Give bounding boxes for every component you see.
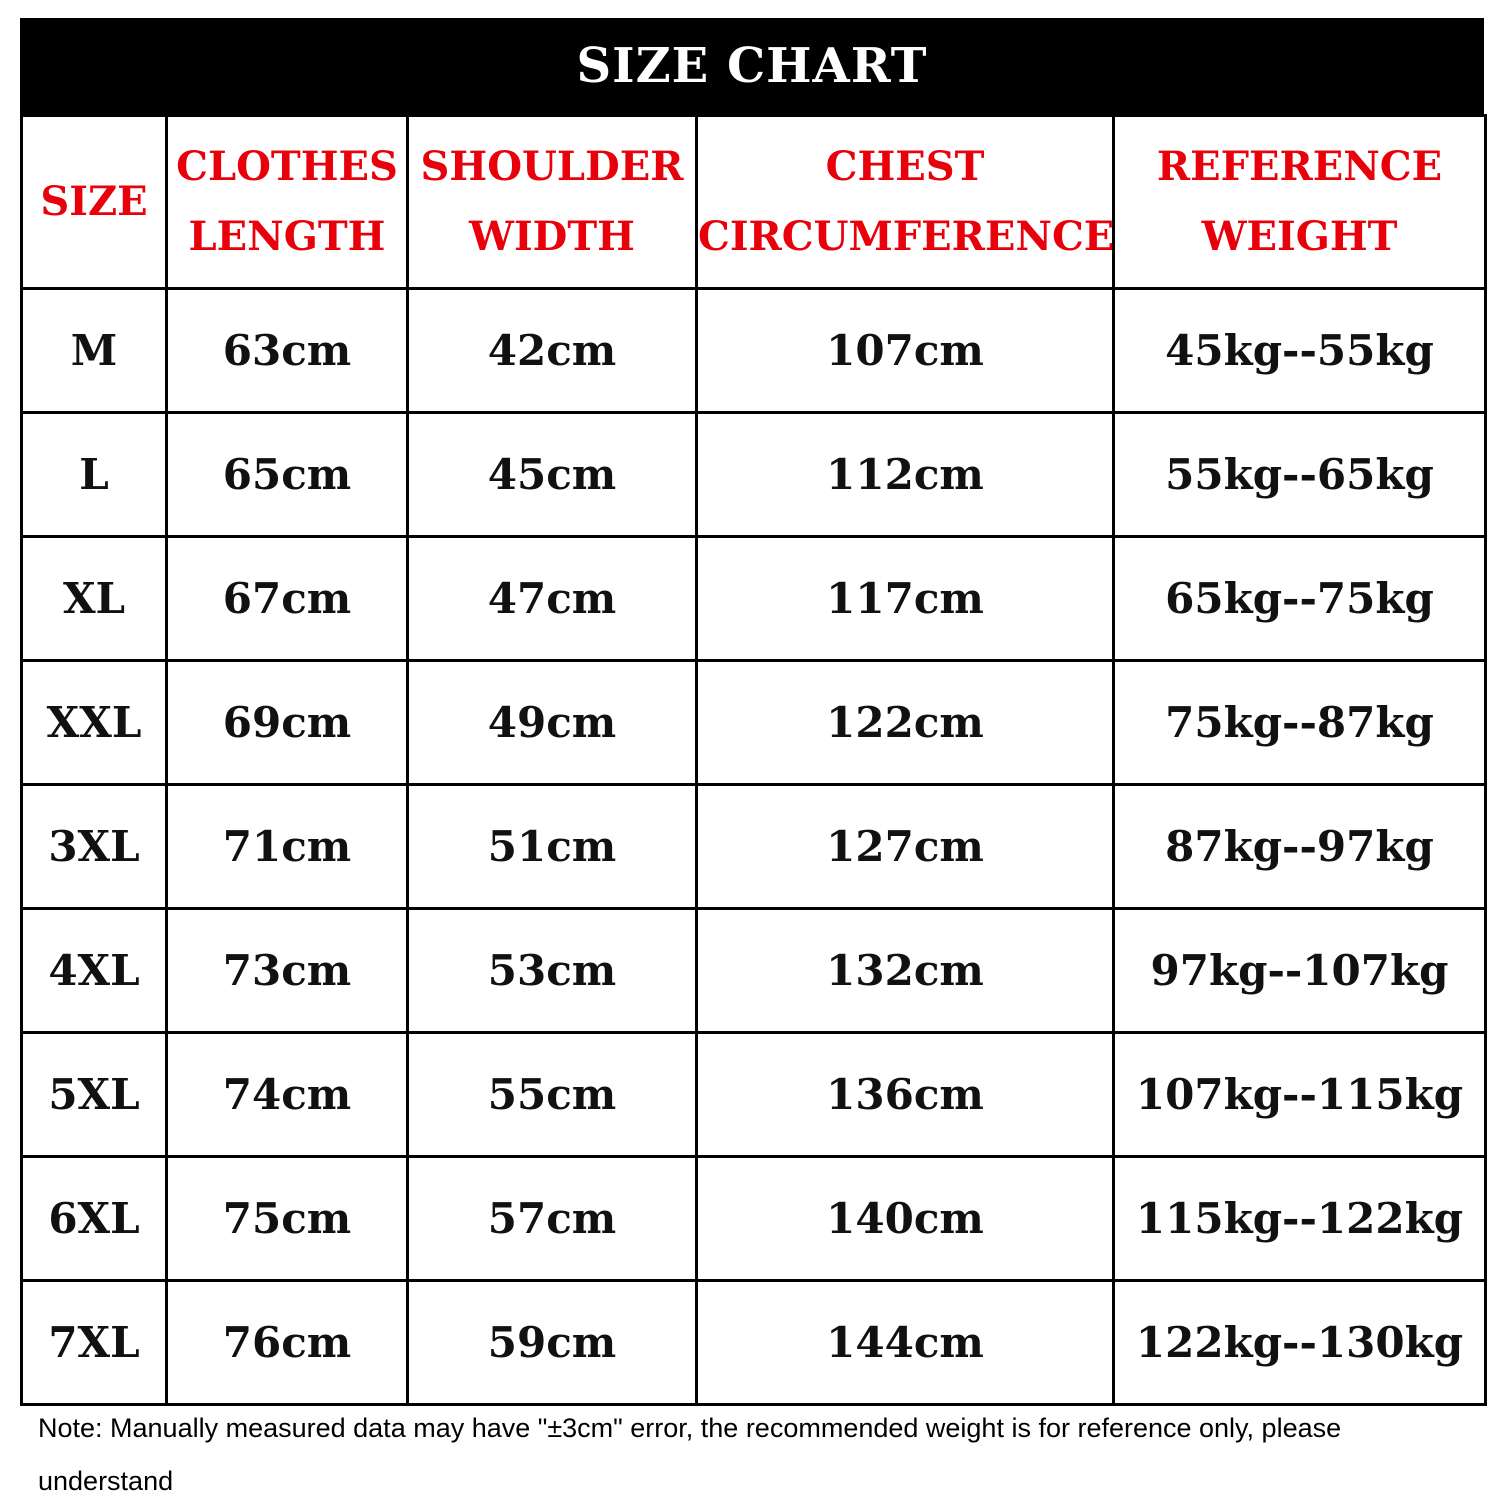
cell-clothes-length: 71cm bbox=[167, 785, 408, 909]
cell-shoulder-width: 53cm bbox=[408, 909, 697, 1033]
table-row bbox=[22, 1281, 1486, 1405]
cell-reference-weight: 97kg--107kg bbox=[1114, 909, 1486, 1033]
size-table bbox=[20, 114, 1487, 1406]
header-clothes-length bbox=[167, 116, 408, 289]
measurement-note: Note: Manually measured data may have "±3cm" error, the recommended weight is for reference only, please understand bbox=[38, 1413, 1342, 1496]
table-row bbox=[22, 289, 1486, 413]
header-chest-circumference bbox=[697, 116, 1114, 289]
cell-clothes-length: 75cm bbox=[167, 1157, 408, 1281]
table-row bbox=[22, 909, 1486, 1033]
chart-title: SIZE CHART bbox=[20, 18, 1484, 114]
cell-shoulder-width: 51cm bbox=[408, 785, 697, 909]
cell-chest-circumference: 140cm bbox=[697, 1157, 1114, 1281]
header-shoulder-width bbox=[408, 116, 697, 289]
cell-shoulder-width: 45cm bbox=[408, 413, 697, 537]
cell-chest-circumference: 136cm bbox=[697, 1033, 1114, 1157]
cell-shoulder-width: 42cm bbox=[408, 289, 697, 413]
table-row bbox=[22, 785, 1486, 909]
cell-shoulder-width: 59cm bbox=[408, 1281, 697, 1405]
cell-reference-weight: 45kg--55kg bbox=[1114, 289, 1486, 413]
cell-reference-weight: 65kg--75kg bbox=[1114, 537, 1486, 661]
cell-clothes-length: 76cm bbox=[167, 1281, 408, 1405]
cell-clothes-length: 73cm bbox=[167, 909, 408, 1033]
header-reference-weight bbox=[1114, 116, 1486, 289]
cell-clothes-length: 69cm bbox=[167, 661, 408, 785]
table-row bbox=[22, 1033, 1486, 1157]
cell-shoulder-width: 55cm bbox=[408, 1033, 697, 1157]
header-clothes-length-line-1: CLOTHES bbox=[176, 143, 398, 190]
header-shoulder-width-line-1: SHOULDER bbox=[420, 143, 684, 190]
header-size-line-1: SIZE bbox=[40, 178, 148, 225]
cell-reference-weight: 122kg--130kg bbox=[1114, 1281, 1486, 1405]
cell-size: XL bbox=[22, 537, 167, 661]
cell-shoulder-width: 57cm bbox=[408, 1157, 697, 1281]
table-row bbox=[22, 1157, 1486, 1281]
size-chart bbox=[20, 18, 1484, 1406]
header-chest-circumference-line-1: CHEST bbox=[825, 143, 985, 190]
cell-chest-circumference: 127cm bbox=[697, 785, 1114, 909]
cell-reference-weight: 55kg--65kg bbox=[1114, 413, 1486, 537]
cell-shoulder-width: 49cm bbox=[408, 661, 697, 785]
header-chest-circumference-line-2: CIRCUMFERENCE bbox=[698, 213, 1115, 260]
cell-reference-weight: 115kg--122kg bbox=[1114, 1157, 1486, 1281]
header-reference-weight-line-1: REFERENCE bbox=[1156, 143, 1443, 190]
cell-clothes-length: 74cm bbox=[167, 1033, 408, 1157]
cell-size: XXL bbox=[22, 661, 167, 785]
cell-chest-circumference: 107cm bbox=[697, 289, 1114, 413]
header-shoulder-width-line-2: WIDTH bbox=[469, 213, 635, 260]
cell-size: 5XL bbox=[22, 1033, 167, 1157]
cell-size: 4XL bbox=[22, 909, 167, 1033]
cell-shoulder-width: 47cm bbox=[408, 537, 697, 661]
table-row bbox=[22, 661, 1486, 785]
cell-clothes-length: 65cm bbox=[167, 413, 408, 537]
cell-size: L bbox=[22, 413, 167, 537]
cell-size: 7XL bbox=[22, 1281, 167, 1405]
cell-reference-weight: 87kg--97kg bbox=[1114, 785, 1486, 909]
cell-reference-weight: 107kg--115kg bbox=[1114, 1033, 1486, 1157]
cell-clothes-length: 63cm bbox=[167, 289, 408, 413]
cell-chest-circumference: 122cm bbox=[697, 661, 1114, 785]
cell-chest-circumference: 144cm bbox=[697, 1281, 1114, 1405]
table-row bbox=[22, 537, 1486, 661]
cell-chest-circumference: 112cm bbox=[697, 413, 1114, 537]
cell-size: 3XL bbox=[22, 785, 167, 909]
cell-reference-weight: 75kg--87kg bbox=[1114, 661, 1486, 785]
header-reference-weight-line-2: WEIGHT bbox=[1201, 213, 1398, 260]
cell-size: M bbox=[22, 289, 167, 413]
cell-chest-circumference: 117cm bbox=[697, 537, 1114, 661]
cell-clothes-length: 67cm bbox=[167, 537, 408, 661]
header-size bbox=[22, 116, 167, 289]
header-row bbox=[22, 116, 1486, 289]
cell-chest-circumference: 132cm bbox=[697, 909, 1114, 1033]
table-row bbox=[22, 413, 1486, 537]
header-clothes-length-line-2: LENGTH bbox=[188, 213, 386, 260]
cell-size: 6XL bbox=[22, 1157, 167, 1281]
